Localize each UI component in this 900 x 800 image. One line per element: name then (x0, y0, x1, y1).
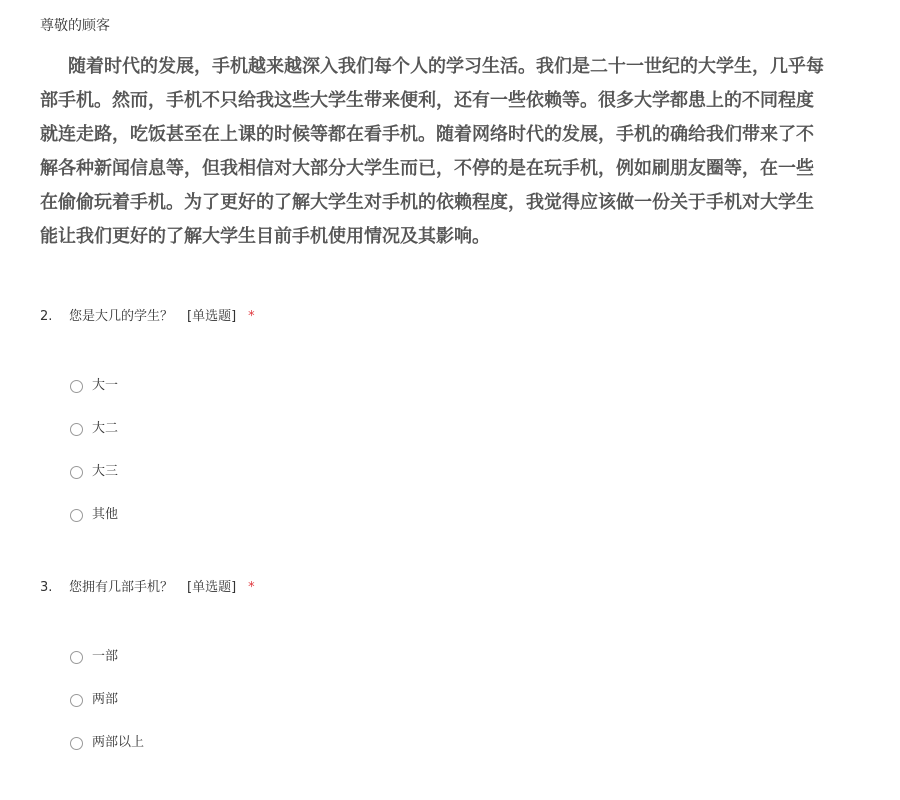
question-number: 3. (40, 580, 53, 595)
greeting-text: 尊敬的顾客 (40, 18, 110, 34)
option-label: 两部以上 (92, 735, 145, 750)
intro-line: 随着时代的发展，手机越来越深入我们每个人的学习生活。我们是二十一世纪的大学生，几乎每 (68, 56, 824, 77)
intro-line: 部手机。然而，手机不只给我这些大学生带来便利，还有一些依赖等。很多大学都患上的不同程度 (40, 90, 814, 111)
radio-button[interactable] (70, 380, 83, 393)
question-text: 您拥有几部手机？ (69, 580, 174, 595)
option-grade-1[interactable] (70, 376, 118, 396)
intro-line: 在偷偷玩着手机。为了更好的了解大学生对手机的依赖程度，我觉得应该做一份关于手机对大学生 (40, 192, 814, 213)
option-label: 一部 (92, 649, 119, 664)
required-marker: * (248, 309, 255, 324)
option-grade-2[interactable] (70, 419, 118, 439)
option-phones-more[interactable] (70, 733, 144, 753)
question-type-label: [单选题] (187, 580, 237, 595)
radio-button[interactable] (70, 423, 83, 436)
intro-line: 解各种新闻信息等，但我相信对大部分大学生而已，不停的是在玩手机，例如刷朋友圈等，在一些 (40, 158, 814, 179)
option-label: 大二 (92, 421, 119, 436)
option-phones-two[interactable] (70, 690, 118, 710)
option-label: 两部 (92, 692, 119, 707)
radio-button[interactable] (70, 509, 83, 522)
question-text: 您是大几的学生？ (69, 309, 174, 324)
radio-button[interactable] (70, 651, 83, 664)
question-type-label: [单选题] (187, 309, 237, 324)
intro-line: 能让我们更好的了解大学生目前手机使用情况及其影响。 (40, 226, 490, 247)
question-title (40, 307, 255, 327)
option-grade-other[interactable] (70, 505, 118, 525)
question-number: 2. (40, 309, 53, 324)
option-label: 大一 (92, 378, 119, 393)
option-label: 大三 (92, 464, 119, 479)
radio-button[interactable] (70, 694, 83, 707)
required-marker: * (248, 580, 255, 595)
option-label: 其他 (92, 507, 119, 522)
survey-intro (40, 50, 900, 254)
intro-line: 就连走路，吃饭甚至在上课的时候等都在看手机。随着网络时代的发展，手机的确给我们带来了不 (40, 124, 814, 145)
option-grade-3[interactable] (70, 462, 118, 482)
option-phones-one[interactable] (70, 647, 118, 667)
radio-button[interactable] (70, 737, 83, 750)
radio-button[interactable] (70, 466, 83, 479)
question-title (40, 578, 255, 598)
